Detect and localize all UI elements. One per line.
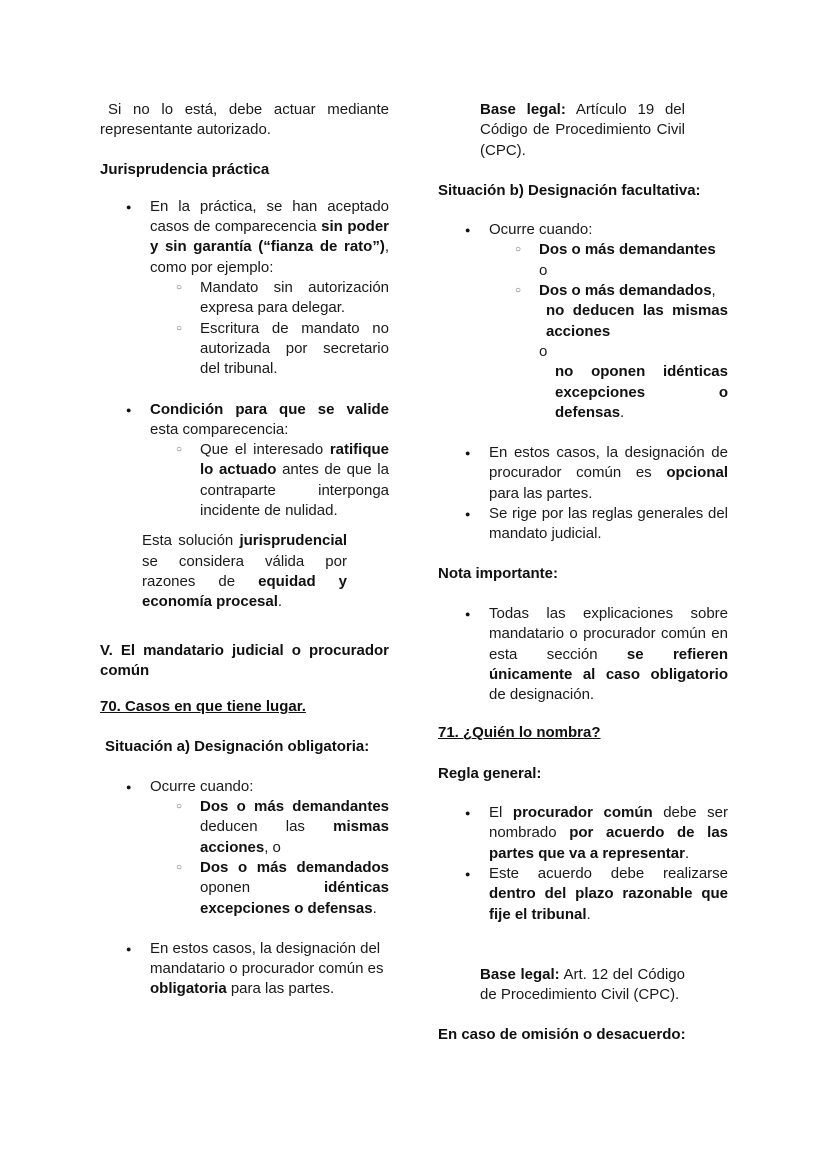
bold-text: Base legal: — [480, 101, 566, 118]
bold-text: Dos o más demandantes — [539, 241, 716, 259]
text: esta comparecencia: — [150, 420, 289, 438]
list-item: ● Ocurre cuando: — [150, 777, 389, 797]
sub-list-item: ○ Escritura de mandato no autorizada por secretario del tribunal. — [200, 319, 389, 380]
list-item — [489, 443, 728, 504]
text: . — [620, 403, 625, 421]
bold-text: Dos o más demandados — [539, 282, 712, 300]
base-legal-b — [480, 965, 685, 1006]
text: . — [586, 905, 591, 923]
list-item — [150, 400, 389, 441]
item-70-heading: 70. Casos en que tiene lugar. — [100, 698, 306, 716]
intro-text-2: representante autorizado. — [100, 121, 271, 139]
text: En la práctica, se han aceptado casos de comparecencia — [150, 197, 389, 236]
intro-paragraph — [100, 100, 389, 141]
jurisprudencia-note — [142, 531, 347, 612]
bold-text: opcional — [666, 464, 728, 482]
base-legal-a — [480, 100, 685, 161]
text: deducen las — [200, 818, 334, 836]
jurisprudencia-heading: Jurisprudencia práctica — [100, 160, 270, 178]
sub-list-item — [539, 240, 728, 281]
text: para las partes. — [226, 980, 335, 998]
text: . — [684, 844, 690, 862]
text: Que el interesado — [200, 441, 330, 459]
list-item: ● Se rige por las reglas generales del mandato judicial. — [489, 504, 728, 545]
text: o — [539, 342, 548, 360]
text: Art. 12 del Código de Procedimiento Civil (CPC). — [480, 965, 685, 1004]
text: Esta solución — [142, 532, 240, 550]
situacion-a-list — [100, 777, 389, 1000]
bold-text: no oponen idénticas excepciones o defensas — [555, 363, 728, 421]
bold-text: Dos o más demandantes — [200, 798, 389, 816]
section-v-heading: V. El mandatario judicial o procurador común — [100, 641, 389, 679]
right-column — [438, 98, 728, 1046]
text: antes de que la contraparte interponga incidente de nulidad. — [200, 461, 389, 520]
text: Este acuerdo debe realizarse — [489, 864, 728, 882]
sub-list-item — [200, 440, 389, 521]
omision-heading: En caso de omisión o desacuerdo: — [438, 1026, 686, 1044]
bold-text: procurador común — [512, 804, 653, 822]
nota-list — [438, 604, 728, 705]
bold-text: idénticas excepciones o defensas — [200, 879, 389, 917]
item-71-heading: 71. ¿Quién lo nombra? — [438, 724, 601, 742]
list-item — [489, 803, 728, 864]
text: o — [539, 261, 548, 279]
bold-text: ratifique lo actuado — [200, 441, 389, 479]
text: para las partes. — [489, 484, 593, 502]
bold-text: dentro del plazo razonable que fije el tribunal — [489, 885, 728, 923]
left-column — [100, 98, 389, 1000]
text: Artículo 19 del Código de Procedimiento Civil (CPC). — [480, 101, 685, 159]
list-item — [150, 197, 389, 278]
bold-text: Dos o más demandados — [200, 858, 389, 876]
text: Todas las explicaciones sobre mandatario o procurador común en esta sección — [489, 604, 728, 663]
text: debe ser nombrado — [489, 804, 728, 842]
list-item — [489, 604, 728, 705]
text: oponen — [200, 879, 324, 897]
sub-list-item: ○ Mandato sin autorización expresa para delegar. — [200, 278, 389, 319]
text: En estos casos, la designación de procurador común es — [489, 444, 728, 482]
sub-list-item — [200, 858, 389, 919]
text: , — [711, 282, 716, 300]
bold-text: equidad y economía procesal — [142, 572, 348, 611]
bold-text: obligatoria — [150, 980, 227, 998]
list-item — [150, 939, 389, 1000]
bold-text: sin poder y sin garantía (“fianza de rato”) — [150, 218, 389, 256]
text: se considera válida por razones de — [142, 552, 347, 590]
text: . — [277, 593, 283, 611]
text: , como por ejemplo: — [150, 238, 389, 276]
bold-text: se refieren únicamente al caso obligatorio — [489, 645, 728, 683]
list-item: ● Ocurre cuando: — [489, 220, 728, 240]
bold-text: Condición para que se valide — [150, 400, 389, 418]
list-item — [489, 864, 728, 925]
text: En estos casos, la designación del mandatario o procurador común es — [150, 939, 384, 978]
jurisprudencia-list — [100, 197, 389, 521]
situacion-b-heading: Situación b) Designación facultativa: — [438, 181, 701, 199]
bold-text: Base legal: — [480, 965, 560, 983]
nota-importante-heading: Nota importante: — [438, 564, 558, 582]
bold-text: por acuerdo de las partes que va a representar — [489, 824, 729, 862]
regla-general-heading: Regla general: — [438, 764, 542, 782]
text: de designación. — [489, 686, 595, 704]
bold-text: mismas acciones — [200, 818, 389, 856]
text: El — [489, 804, 513, 822]
situacion-b-list — [438, 220, 728, 544]
text: , o — [264, 838, 281, 856]
sub-list-item — [200, 797, 389, 858]
bold-text: no deducen las mismas acciones — [546, 302, 728, 340]
intro-text: Si no lo está, debe actuar mediante — [108, 101, 389, 118]
text: . — [372, 899, 377, 917]
sub-list-item — [539, 281, 728, 423]
situacion-a-heading: Situación a) Designación obligatoria: — [105, 738, 370, 756]
regla-list — [438, 803, 728, 925]
bold-text: jurisprudencial — [239, 532, 347, 550]
